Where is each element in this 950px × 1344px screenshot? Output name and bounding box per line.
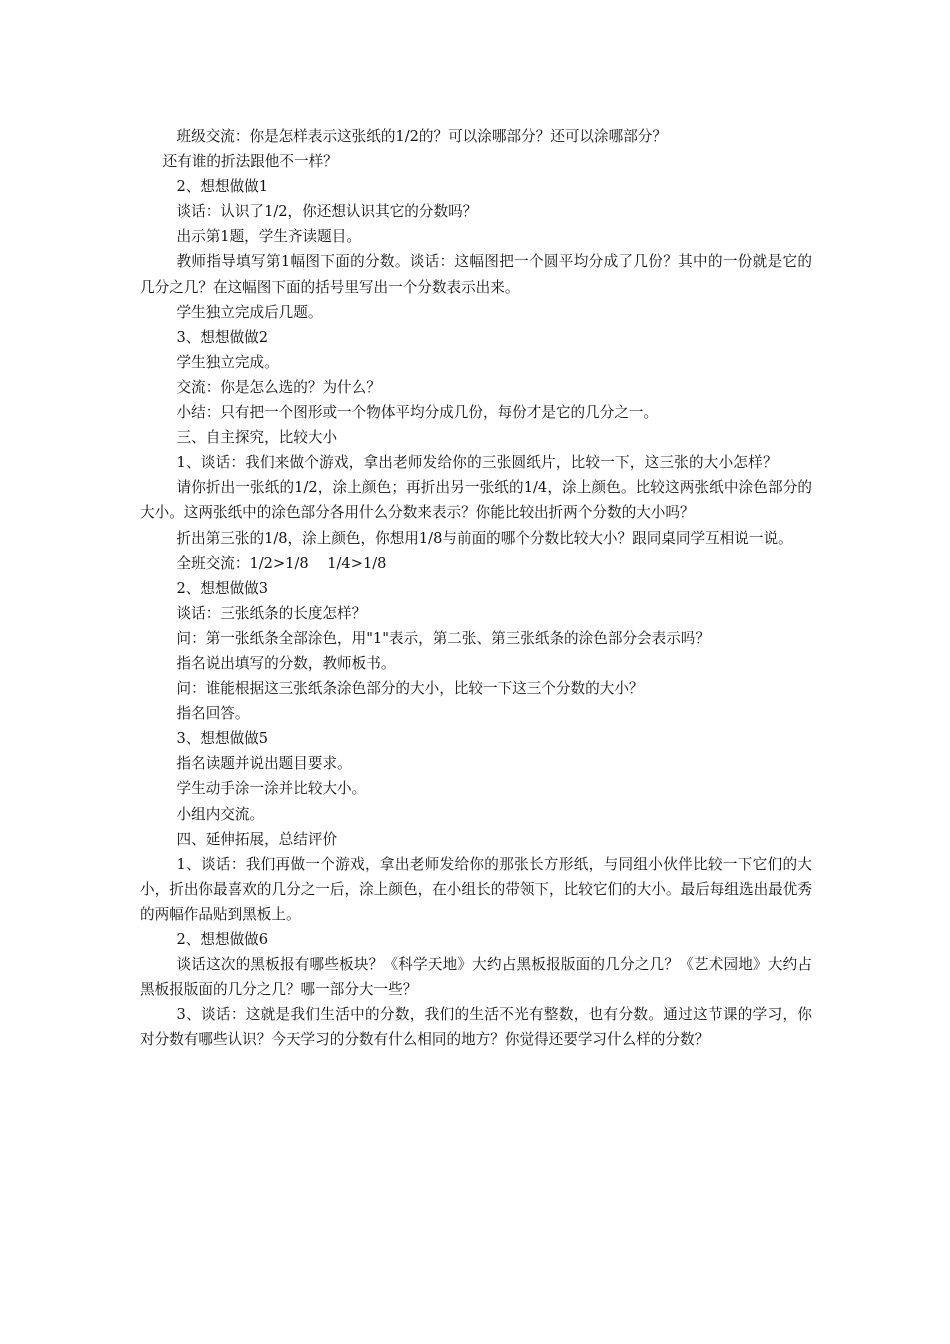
paragraph-independent-rest: 学生独立完成后几题。 xyxy=(176,303,323,321)
paragraph-fold-half-quarter: 请你折出一张纸的1/2，涂上颜色；再折出另一张纸的1/4，涂上颜色。比较这两张纸中涂色部分的大小。这两张纸中的涂色部分各用什么分数来表示？你能比较出折两个分数的大小吗？ xyxy=(140,479,812,522)
paragraph-show-question-1: 出示第1题，学生齐读题目。 xyxy=(176,228,361,246)
heading-section-4: 四、延伸拓展，总结评价 xyxy=(176,830,338,848)
paragraph-ask-compare: 问：谁能根据这三张纸条涂色部分的大小，比较一下这三个分数的大小？ xyxy=(176,680,644,698)
paragraph-group-exchange: 小组内交流。 xyxy=(176,805,265,823)
heading-section-3: 三、自主探究，比较大小 xyxy=(176,429,338,447)
paragraph-closing-talk: 3、谈话：这就是我们生活中的分数，我们的生活不光有整数，也有分数。通过这节课的学习，你对分数有哪些认识？今天学习的分数有什么相同的地方？你觉得还要学习什么样的分数？ xyxy=(140,1006,812,1049)
paragraph-ask-strips: 问：第一张纸条全部涂色，用"1"表示，第二张、第三张纸条的涂色部分会表示吗？ xyxy=(176,629,710,647)
paragraph-strip-length: 谈话：三张纸条的长度怎样？ xyxy=(176,604,367,622)
heading-exercise-1: 2、想想做做1 xyxy=(176,178,269,196)
heading-exercise-5: 3、想想做做5 xyxy=(176,730,269,748)
paragraph-class-compare: 全班交流：1/2>1/8 1/4>1/8 xyxy=(176,554,387,572)
paragraph-answer: 指名回答。 xyxy=(176,705,250,723)
paragraph-blackboard: 谈话这次的黑板报有哪些板块？《科学天地》大约占黑板报版面的几分之几？《艺术园地》大约占黑板报版面的几分之几？哪一部分大一些？ xyxy=(140,956,812,999)
heading-exercise-6: 2、想想做做6 xyxy=(176,931,269,948)
heading-exercise-2: 3、想想做做2 xyxy=(176,328,269,346)
paragraph-other-folding: 还有谁的折法跟他不一样？ xyxy=(162,153,338,171)
paragraph-class-exchange: 班级交流：你是怎样表示这张纸的1/2的？可以涂哪部分？还可以涂哪部分？ xyxy=(176,128,667,145)
paragraph-read-question: 指名读题并说出题目要求。 xyxy=(176,755,352,773)
paragraph-game-circles: 1、谈话：我们来做个游戏，拿出老师发给你的三张圆纸片，比较一下，这三张的大小怎样？ xyxy=(176,454,778,472)
paragraph-say-fractions: 指名说出填写的分数，教师板书。 xyxy=(176,654,396,672)
paragraph-paint-compare: 学生动手涂一涂并比较大小。 xyxy=(176,780,367,798)
paragraph-exchange-why: 交流：你是怎么选的？为什么？ xyxy=(176,378,381,396)
paragraph-summary: 小结：只有把一个图形或一个物体平均分成几份，每份才是它的几分之一。 xyxy=(176,404,659,422)
paragraph-talk-1: 谈话：认识了1/2，你还想认识其它的分数吗？ xyxy=(176,203,478,221)
paragraph-fold-eighth: 折出第三张的1/8，涂上颜色，你想用1/8与前面的哪个分数比较大小？跟同桌同学互相说一说。 xyxy=(176,529,793,547)
paragraph-teacher-guide: 教师指导填写第1幅图下面的分数。谈话：这幅图把一个圆平均分成了几份？其中的一份就是它的几分之几？在这幅图下面的括号里写出一个分数表示出来。 xyxy=(140,253,812,296)
heading-exercise-3: 2、想想做做3 xyxy=(176,579,269,597)
paragraph-independent: 学生独立完成。 xyxy=(176,353,279,371)
document-body xyxy=(140,124,812,1052)
paragraph-game-rectangle: 1、谈话：我们再做一个游戏，拿出老师发给你的那张长方形纸，与同组小伙伴比较一下它们的大小，折出你最喜欢的几分之一后，涂上颜色，在小组长的带领下，比较它们的大小。最后每组选出最优秀的两幅作品贴到黑板上。 xyxy=(140,855,812,923)
